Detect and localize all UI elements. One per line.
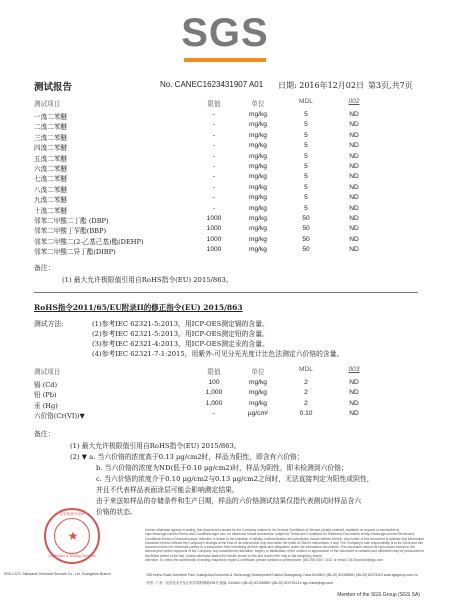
cell-result: ND — [349, 410, 359, 418]
cell-mdl: 5 — [304, 183, 308, 191]
sgs-logo-bar — [184, 58, 266, 62]
cell-limit: 1000 — [206, 215, 222, 222]
cell-test-item: 五溴二苯醚 — [34, 154, 67, 163]
col-unit: 单位 — [251, 368, 265, 376]
seal-bottom-text: Inspection & Testing Services — [48, 554, 96, 558]
cell-limit: - — [212, 152, 216, 160]
cell-result: ND — [349, 183, 359, 191]
cell-test-item: 四溴二苯醚 — [34, 144, 67, 153]
cell-unit: mg/kg — [249, 399, 267, 407]
cell-unit: mg/kg — [249, 225, 267, 233]
cell-test-item: 邻苯二甲酸丁苄酯(BBP) — [34, 227, 107, 236]
cell-limit: - — [212, 131, 216, 139]
cell-test-item: 邻苯二甲酸二丁酯 (DBP) — [34, 217, 109, 225]
cell-test-item: 铅 (Pb) — [34, 391, 57, 400]
page-number: 第3页,共7页 — [368, 81, 413, 90]
cell-result: ND — [349, 152, 359, 160]
notes-2-item-1: (1) 最大允许极限值引用自RoHS指令(EU) 2015/863。 — [70, 442, 241, 450]
col-sample: 003 — [348, 366, 360, 373]
cell-result: ND — [349, 142, 359, 150]
cell-mdl: 2 — [304, 389, 308, 397]
report-title: 测试报告 — [34, 82, 73, 93]
cell-test-item: 八溴二苯醚 — [34, 185, 67, 194]
cell-mdl: 5 — [304, 131, 308, 139]
sgs-logo — [176, 10, 274, 64]
cell-limit: - — [212, 204, 216, 212]
cell-result: ND — [349, 379, 359, 386]
notes-1-label: 备注： — [34, 264, 55, 272]
notes-2-item-7: 价铬的状态。 — [96, 508, 137, 516]
cell-mdl: 2 — [304, 379, 308, 386]
cell-result: ND — [349, 246, 359, 254]
cell-unit: mg/kg — [249, 152, 267, 160]
cell-unit: mg/kg — [249, 183, 267, 191]
cell-limit: - — [212, 163, 216, 170]
cell-limit: 1000 — [206, 246, 222, 254]
method-label: 测试方法: — [34, 320, 64, 328]
address-cn: 中国 · 广州 · 经济技术开发区科学城科珠路198号 邮编: 510663 t (86-20) 82155555 f (86-20) 82075113 e sgs.china@sgs.com — [146, 581, 334, 585]
cell-unit: mg/kg — [249, 194, 267, 202]
notes-2-item-4: c. 当六价铬的浓度介于0.10 μg/cm2与0.13 μg/cm2之间时，无法直接判定为阳性或阴性， — [96, 475, 374, 483]
cell-result: ND — [349, 163, 359, 170]
notes-2-item-6: 由于来送如样品的存储条件和生产日期，样品的六价铬测试结果仅指代表测试时样品含六 — [96, 497, 362, 505]
cell-test-item: 二溴二苯醚 — [34, 123, 67, 132]
table-1 — [34, 98, 418, 258]
cell-limit: 1000 — [206, 235, 222, 243]
cell-unit: mg/kg — [249, 142, 267, 150]
cell-result: ND — [349, 235, 359, 243]
inspection-seal — [44, 508, 100, 564]
cell-test-item: 十溴二苯醚 — [34, 206, 67, 215]
report-date: 日期: 2016年12月02日 — [278, 81, 364, 90]
col-sample: 002 — [348, 98, 360, 105]
cell-mdl: 5 — [304, 152, 308, 160]
cell-mdl: 5 — [304, 194, 308, 202]
cell-limit: - — [212, 121, 216, 129]
cell-mdl: 0.10 — [299, 410, 313, 418]
cell-limit: - — [212, 194, 216, 202]
report-number: No. CANEC1623431907 A01 — [160, 80, 264, 89]
cell-mdl: 5 — [304, 121, 308, 129]
cell-result: ND — [349, 389, 359, 397]
method-2: (2)参考IEC 62321-5:2013，用ICP-OES测定铅的含量。 — [92, 330, 269, 338]
cell-mdl: 5 — [304, 204, 308, 212]
table-2 — [34, 366, 418, 422]
cell-test-item: 一溴二苯醚 — [34, 113, 67, 121]
cell-unit: mg/kg — [249, 215, 267, 222]
cell-unit: μg/cm² — [247, 410, 269, 418]
cell-test-item: 七溴二苯醚 — [34, 175, 67, 184]
star-icon: ★ — [67, 529, 79, 543]
section-2-title: RoHS指令2011/65/EU附录II的修正指令(EU) 2015/863 — [34, 303, 243, 312]
cell-test-item: 三溴二苯醚 — [34, 133, 67, 142]
address-en: 198 Kezhu Road,Scientech Park Guangzhou Economic & Technology Development District,Guangdong,China 510663 t (86-20) 82155555 f (86-20) 82075113 www.sgsgroup.com.cn — [146, 573, 418, 577]
col-unit: 单位 — [251, 100, 265, 108]
cell-test-item: 邻苯二甲酸二(2-乙基己基)酯(DEHP) — [34, 237, 144, 246]
method-1: (1)参考IEC 62321-5:2013，用ICP-OES测定镉的含量。 — [92, 320, 269, 328]
cell-test-item: 汞 (Hg) — [34, 401, 58, 410]
notes-2-label: 备注： — [34, 430, 55, 438]
col-mdl: MDL — [299, 98, 313, 105]
cell-unit: mg/kg — [249, 246, 267, 254]
cell-mdl: 50 — [302, 225, 310, 233]
cell-mdl: 50 — [302, 215, 310, 222]
cell-mdl: 2 — [304, 399, 308, 407]
cell-result: ND — [349, 399, 359, 407]
cell-result: ND — [349, 215, 359, 222]
cell-test-item: 九溴二苯醚 — [34, 196, 67, 205]
cell-unit: mg/kg — [249, 389, 267, 397]
cell-result: ND — [349, 204, 359, 212]
method-4: (4)参考IEC 62321-7-1:2015，用紫外-可见分光光度计比色法测定六价铬的含量。 — [92, 350, 344, 358]
fine-print-terms: Unless otherwise agreed in writing, this document is issued by the Company subject to its General Conditions of Service printed overleaf, available on request or accessible at http://www.sgs.com/en/Terms-and-Conditions.aspx and, for electronic format documents, subject to Terms and Conditions for Electronic Documents at http://www.sgs.com/en/Terms-and-Conditions/Terms-e-Document.aspx. Attention is drawn to the limitation of liability, indemnification and jurisdiction issues defined therein. Any holder of this document is advised that information contained hereon reflects the Company's findings at the time of its intervention only and within the limits of Client's instructions, if any. The Company's sole responsibility is to its Client and this document does not exonerate parties to a transaction from exercising all their rights and obligations under the transaction documents. This document cannot be reproduced except in full, without prior written approval of the Company. Any unauthorized alteration, forgery or falsification of the content or appearance of this document is unlawful and offenders may be prosecuted to the fullest extent of the law. Unless otherwise stated the results shown in this test report refer only to the sample(s) tested. — [145, 528, 425, 558]
cell-mdl: 5 — [304, 173, 308, 181]
cell-result: ND — [349, 225, 359, 233]
fine-print-attention: Attention: To check the authenticity of testing /inspection report & certificate, please contact us at telephone: (86-755) 8307 1443, or email: CN.Doccheck@sgs.com — [145, 558, 384, 563]
col-limit: 限值 — [207, 368, 221, 376]
cell-limit: 1,000 — [205, 399, 223, 407]
cell-result: ND — [349, 194, 359, 202]
cell-unit: mg/kg — [249, 173, 267, 181]
cell-result: ND — [349, 121, 359, 129]
member-note: Member of the SGS Group (SGS SA) — [337, 592, 420, 598]
section-divider — [34, 292, 418, 293]
col-mdl: MDL — [299, 366, 313, 373]
cell-result: ND — [349, 111, 359, 118]
seal-inner-ring — [54, 518, 90, 554]
cell-mdl: 5 — [304, 111, 308, 118]
cell-test-item: 六价铬(Cr(VI))▼ — [34, 412, 85, 421]
sgs-logo-wordmark: SGS — [181, 11, 269, 55]
col-limit: 限值 — [207, 100, 221, 108]
cell-mdl: 50 — [302, 235, 310, 243]
method-3: (3)参考IEC 62321-4:2013，用ICP-OES测定汞的含量。 — [92, 340, 269, 348]
cell-unit: mg/kg — [249, 379, 267, 386]
notes-2-item-2: (2) ▼ a. 当六价铬的浓度高于0.13 μg/cm2时，样品为阳性，即含有六价铬； — [70, 453, 304, 461]
col-test-item: 测试项目 — [34, 100, 61, 108]
cell-limit: 1000 — [206, 225, 222, 233]
seal-top-text: 检验检测专用章 — [59, 512, 85, 516]
cell-limit: - — [212, 183, 216, 191]
cell-limit: - — [212, 111, 216, 118]
notes-2-item-3: b. 当六价铬的浓度为ND(低于0.10 μg/cm2)时，样品为阴性，即未检测到六价铬； — [96, 464, 348, 472]
cell-unit: mg/kg — [249, 111, 267, 118]
cell-unit: mg/kg — [249, 204, 267, 212]
fine-print — [145, 528, 425, 562]
cell-result: ND — [349, 173, 359, 181]
cell-unit: mg/kg — [249, 131, 267, 139]
notes-2-item-5: 并且不代表样品表面涂层可能会影响测定结果。 — [96, 486, 239, 494]
cell-test-item: 邻苯二甲酸二异丁酯(DIBP) — [34, 248, 116, 257]
cell-unit: mg/kg — [249, 121, 267, 129]
cell-limit: 1,000 — [205, 389, 223, 397]
cell-test-item: 镉 (Cd) — [34, 381, 58, 389]
cell-limit: 100 — [208, 379, 220, 386]
cell-limit: - — [212, 142, 216, 150]
notes-1-item: (1) 最大允许极限值引用自RoHS指令(EU) 2015/863。 — [62, 276, 233, 284]
cell-limit: - — [212, 410, 216, 418]
cell-mdl: 5 — [304, 142, 308, 150]
cell-mdl: 5 — [304, 163, 308, 170]
cell-limit: - — [212, 173, 216, 181]
cell-unit: mg/kg — [249, 235, 267, 243]
lab-name: SGS-CSTC Standards Technical Services Co., Ltd. Guangzhou Branch — [4, 572, 111, 576]
col-test-item: 测试项目 — [34, 368, 61, 376]
cell-unit: mg/kg — [249, 163, 267, 170]
cell-mdl: 50 — [302, 246, 310, 254]
cell-result: ND — [349, 131, 359, 139]
cell-test-item: 六溴二苯醚 — [34, 165, 67, 173]
